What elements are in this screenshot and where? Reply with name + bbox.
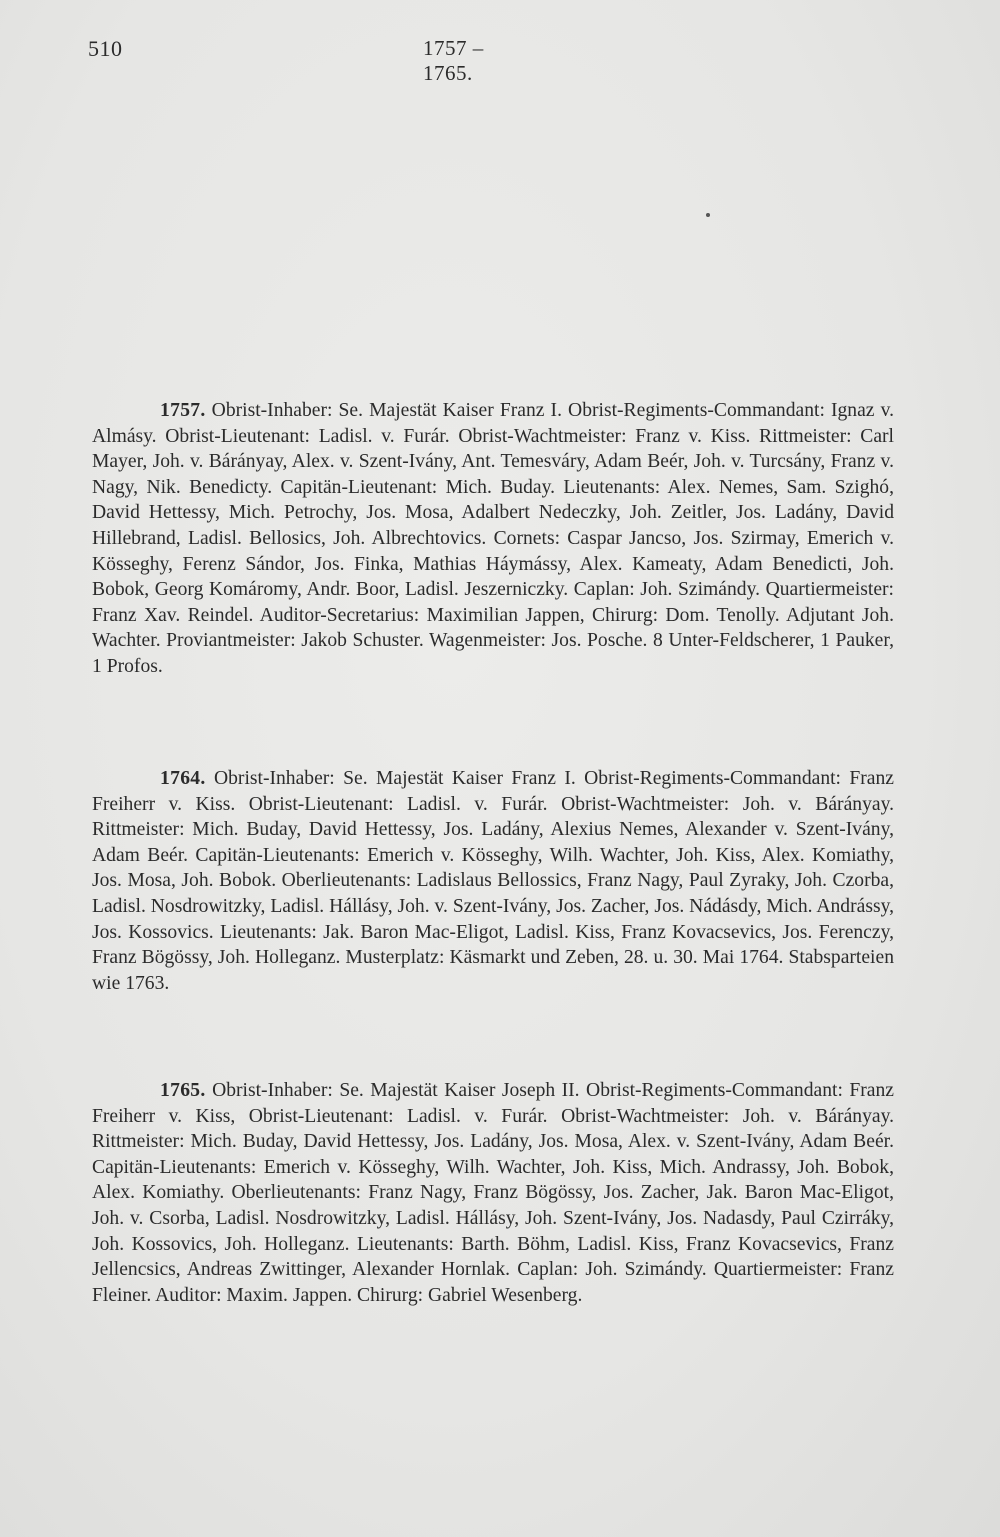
page-number: 510 (88, 36, 123, 61)
roster-entry-1764 (92, 766, 894, 996)
entry-text: Obrist-Inhaber: Se. Majestät Kaiser Franz I. Obrist-Regiments-Commandant: Franz Freiherr v. Kiss. Obrist-Lieutenant: Ladisl. v. Furár. Obrist-Wachtmeister: Joh. v. Bárányay. Rittmeister: Mich. Buday, David Hettessy, Jos. Ladány, Alexius Nemes, Alexander v. Szent-Ivány, Adam Beér. Capitän-Lieutenants: Emerich v. Kösseghy, Wilh. Wachter, Joh. Kiss, Alex. Komiathy, Jos. Mosa, Joh. Bobok. Oberlieutenants: Ladislaus Bellossics, Franz Nagy, Paul Zyraky, Joh. Czorba, Ladisl. Nosdrowitzky, Ladisl. Hállásy, Joh. v. Szent-Ivány, Jos. Zacher, Jos. Nádásdy, Mich. Andrássy, Jos. Kossovics. Lieutenants: Jak. Baron Mac-Eligot, Ladisl. Kiss, Franz Kovacsevics, Jos. Ferenczy, Franz Bögössy, Joh. Holleganz. Musterplatz: Käsmarkt und Zeben, 28. u. 30. Mai 1764. Stabsparteien wie 1763. (92, 768, 894, 994)
running-title: 1757 – 1765. (423, 36, 484, 85)
entry-text: Obrist-Inhaber: Se. Majestät Kaiser Franz I. Obrist-Regiments-Commandant: Ignaz v. Almásy. Obrist-Lieutenant: Ladisl. v. Furár. Obrist-Wachtmeister: Franz v. Kiss. Rittmeister: Carl Mayer, Joh. v. Bárányay, Alex. v. Szent-Ivány, Ant. Temesváry, Adam Beér, Joh. v. Turcsány, Franz v. Nagy, Nik. Benedicty. Capitän-Lieutenant: Mich. Buday. Lieutenants: Alex. Nemes, Sam. Szighó, David Hettessy, Mich. Petrochy, Jos. Mosa, Adalbert Nedeczky, Joh. Zeitler, Jos. Ladány, David Hillebrand, Ladisl. Bellosics, Joh. Albrechtovics. Cornets: Caspar Jancso, Jos. Szirmay, Emerich v. Kösseghy, Ferenz Sándor, Jos. Finka, Mathias Háymássy, Alex. Kameaty, Adam Benedicti, Joh. Bobok, Georg Komáromy, Andr. Boor, Ladisl. Jeszerniczky. Caplan: Joh. Szimándy. Quartiermeister: Franz Xav. Reindel. Auditor-Secretarius: Maximilian Jappen, Chirurg: Dom. Tenolly. Adjutant Joh. Wachter. Proviantmeister: Jakob Schuster. Wagenmeister: Jos. Posche. 8 Unter-Feldscherer, 1 Pauker, 1 Profos. (92, 400, 894, 677)
roster-entry-1765 (92, 1078, 894, 1308)
roster-entry-1757 (92, 398, 894, 680)
entry-year: 1757. (160, 400, 206, 421)
entry-year: 1765. (160, 1080, 206, 1101)
entry-year: 1764. (160, 768, 206, 789)
page-header (88, 36, 528, 85)
entry-text: Obrist-Inhaber: Se. Majestät Kaiser Joseph II. Obrist-Regiments-Commandant: Franz Freiherr v. Kiss, Obrist-Lieutenant: Ladisl. v. Furár. Obrist-Wachtmeister: Joh. v. Bárányay. Rittmeister: Mich. Buday, David Hettessy, Jos. Ladány, Jos. Mosa, Alex. v. Szent-Ivány, Adam Beér. Capitän-Lieutenants: Emerich v. Kösseghy, Wilh. Wachter, Joh. Kiss, Mich. Andrassy, Joh. Bobok, Alex. Komiathy. Oberlieutenants: Franz Nagy, Franz Bögössy, Jos. Zacher, Jak. Baron Mac-Eligot, Joh. v. Csorba, Ladisl. Nosdrowitzky, Ladisl. Hállásy, Joh. Szent-Ivány, Jos. Nadasdy, Paul Czirráky, Joh. Kossovics, Joh. Holleganz. Lieutenants: Barth. Böhm, Ladisl. Kiss, Franz Kovacsevics, Franz Jellencsics, Andreas Zwittinger, Alexander Hornlak. Caplan: Joh. Szimándy. Quartiermeister: Franz Fleiner. Auditor: Maxim. Jappen. Chirurg: Gabriel Wesenberg. (92, 1080, 894, 1306)
print-speck (706, 213, 710, 217)
